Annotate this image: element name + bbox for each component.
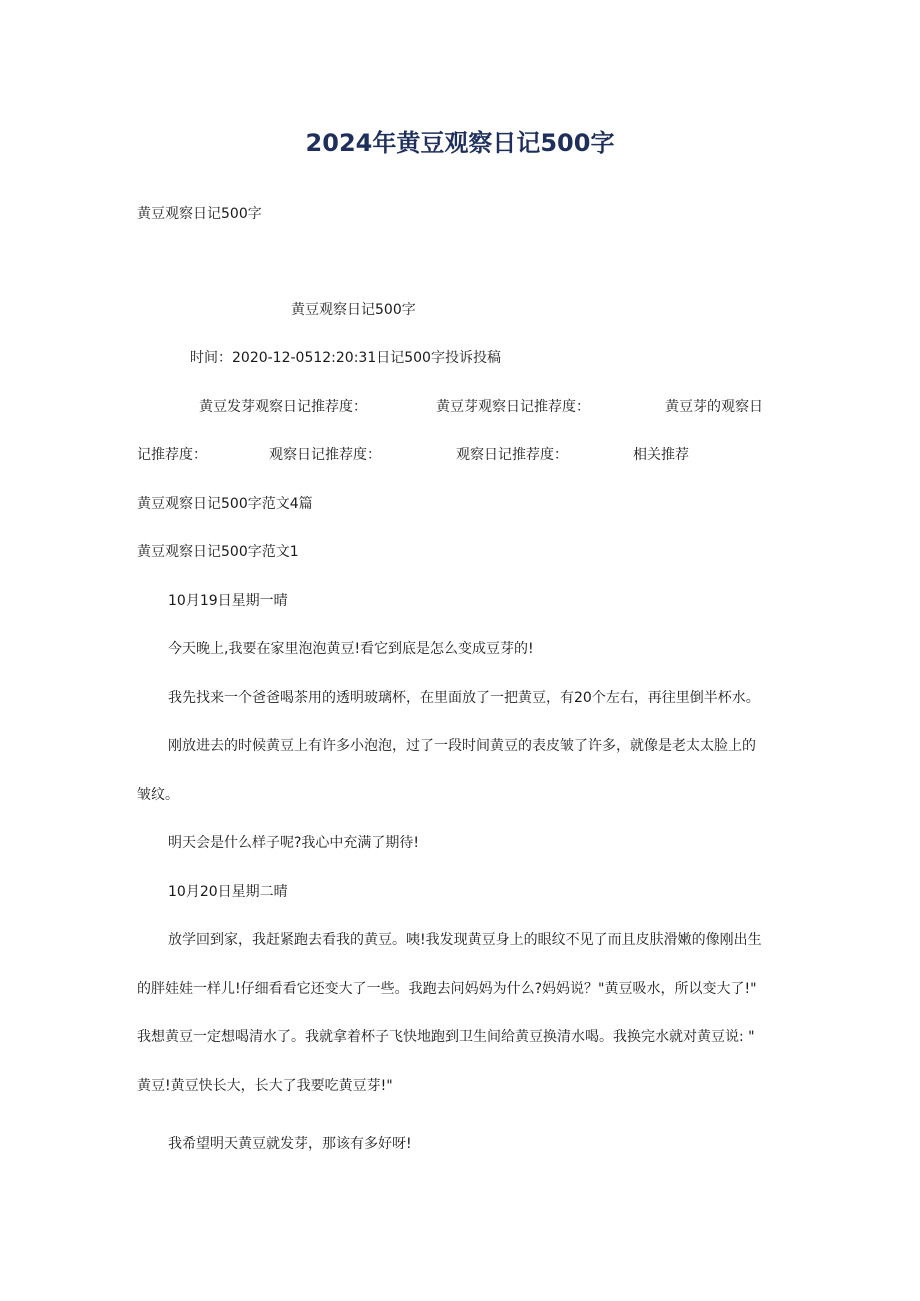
paragraph-date: 10月20日星期二晴	[168, 884, 288, 900]
meta-line: 时间：2020-12-0512:20:31日记500字投诉投稿	[190, 350, 501, 366]
paragraph: 放学回到家，我赶紧跑去看我的黄豆。咦!我发现黄豆身上的眼纹不见了而且皮肤滑嫩的像刚出生	[168, 932, 762, 948]
related-link[interactable]: 观察日记推荐度：	[456, 447, 568, 463]
document-title: 2024年黄豆观察日记500字	[305, 129, 615, 157]
paragraph-continued: 的胖娃娃一样儿!仔细看看它还变大了一些。我跑去问妈妈为什么?妈妈说？"黄豆吸水，所以变大了!"	[137, 981, 757, 997]
related-link[interactable]: 观察日记推荐度：	[269, 447, 381, 463]
related-heading: 相关推荐	[633, 447, 689, 463]
paragraph: 今天晚上,我要在家里泡泡黄豆!看它到底是怎么变成豆芽的!	[168, 641, 534, 657]
inner-title: 黄豆观察日记500字	[291, 302, 416, 318]
paragraph-continued: 皱纹。	[137, 787, 179, 803]
paragraph-continued: 黄豆!黄豆快长大，长大了我要吃黄豆芽!"	[137, 1078, 393, 1094]
paragraph: 刚放进去的时候黄豆上有许多小泡泡，过了一段时间黄豆的表皮皱了许多，就像是老太太脸上的	[168, 738, 756, 754]
paragraph-continued: 我想黄豆一定想喝清水了。我就拿着杯子飞快地跑到卫生间给黄豆换清水喝。我换完水就对黄豆说: "	[137, 1029, 755, 1045]
section-heading: 黄豆观察日记500字范文4篇	[137, 496, 313, 512]
paragraph-date: 10月19日星期一晴	[168, 593, 288, 609]
paragraph: 我希望明天黄豆就发芽，那该有多好呀!	[168, 1136, 412, 1152]
related-link[interactable]: 黄豆发芽观察日记推荐度：	[199, 399, 367, 415]
related-link[interactable]: 记推荐度：	[137, 447, 207, 463]
paragraph: 明天会是什么样子呢?我心中充满了期待!	[168, 835, 420, 851]
example-heading: 黄豆观察日记500字范文1	[137, 544, 299, 560]
paragraph: 我先找来一个爸爸喝茶用的透明玻璃杯，在里面放了一把黄豆，有20个左右，再往里倒半杯水。	[168, 690, 760, 706]
related-link[interactable]: 黄豆芽的观察日	[665, 399, 763, 415]
subtitle: 黄豆观察日记500字	[137, 206, 262, 222]
related-link[interactable]: 黄豆芽观察日记推荐度：	[436, 399, 590, 415]
